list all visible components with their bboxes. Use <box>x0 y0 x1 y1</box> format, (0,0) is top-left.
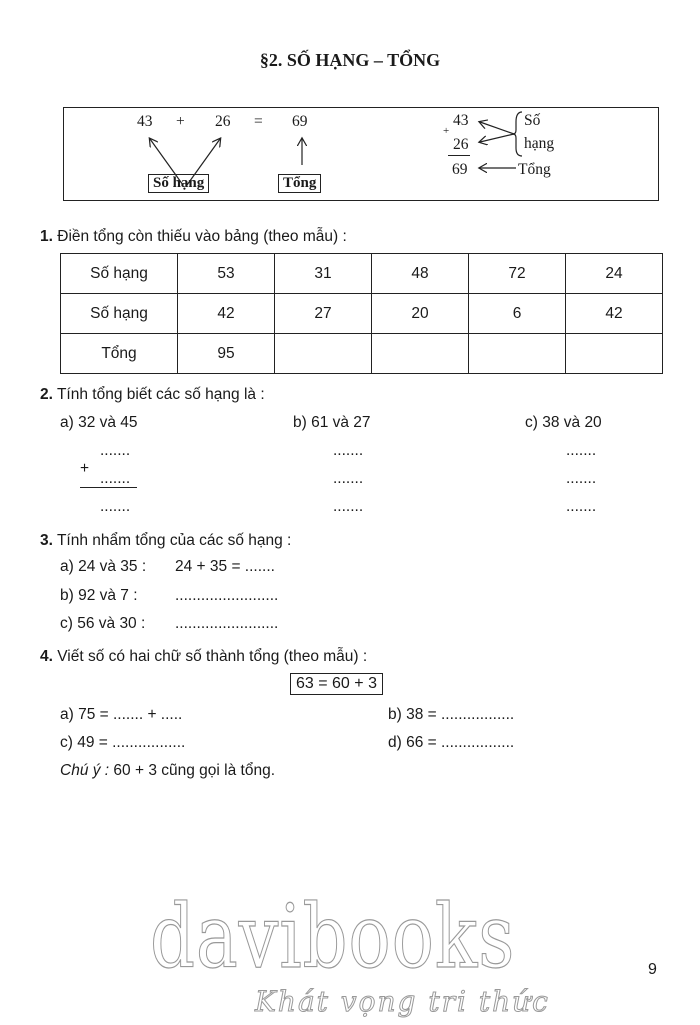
table-cell: 42 <box>178 294 275 334</box>
exercise-2-heading <box>40 386 265 404</box>
exercise-number: 3. <box>40 532 53 549</box>
answer-blank[interactable]: ....... <box>333 498 364 515</box>
brace-label-1: Số <box>524 112 541 129</box>
exercise-text: Tính tổng biết các số hạng là : <box>56 386 265 403</box>
item-d[interactable]: d) 66 = ................. <box>388 734 515 751</box>
row-header: Tổng <box>61 334 178 374</box>
column-plus: + <box>443 125 450 137</box>
row-header: Số hạng <box>61 254 178 294</box>
table-cell: 31 <box>275 254 372 294</box>
exercise-text: Viết số có hai chữ số thành tổng (theo mẫu) : <box>57 648 368 665</box>
column-arrows-icon <box>474 110 524 180</box>
sum-table <box>60 253 663 374</box>
table-cell: 53 <box>178 254 275 294</box>
answer-cell[interactable] <box>566 334 663 374</box>
table-row <box>61 294 663 334</box>
example-expression: 63 = 60 + 3 <box>290 673 383 695</box>
table-cell: 95 <box>178 334 275 374</box>
sum-line <box>448 155 470 156</box>
addend-label: Số hạng <box>148 174 209 193</box>
answer-blank[interactable]: ........................ <box>175 615 279 632</box>
column-sum: 69 <box>452 161 468 178</box>
brace-label-2: hạng <box>524 135 555 152</box>
answer-blank[interactable]: ....... <box>566 470 597 487</box>
exercise-text: Tính nhẩm tổng của các số hạng : <box>56 532 292 549</box>
table-cell: 24 <box>566 254 663 294</box>
addend-a: 43 <box>137 113 153 130</box>
page-title: §2. SỐ HẠNG – TỔNG <box>259 50 441 70</box>
column-a: 43 <box>453 112 469 129</box>
column-sum-label: Tổng <box>518 161 551 178</box>
table-row <box>61 254 663 294</box>
table-cell: 42 <box>566 294 663 334</box>
plus-sign: + <box>80 460 90 477</box>
item-b: b) 61 và 27 <box>293 414 371 431</box>
equals-sign: = <box>254 113 263 130</box>
page-number: 9 <box>648 961 657 978</box>
item-a: a) 32 và 45 <box>60 414 138 431</box>
sum-line <box>80 487 137 488</box>
answer-blank[interactable]: ........................ <box>175 587 279 604</box>
item-label: c) 56 và 30 : <box>60 615 146 632</box>
answer-cell[interactable] <box>469 334 566 374</box>
note-label: Chú ý : <box>60 762 110 779</box>
answer-cell[interactable] <box>372 334 469 374</box>
answer-blank[interactable]: ....... <box>333 470 364 487</box>
addend-b: 26 <box>215 113 231 130</box>
table-cell: 6 <box>469 294 566 334</box>
item-b[interactable]: b) 38 = ................. <box>388 706 515 723</box>
answer-blank[interactable]: ....... <box>333 442 364 459</box>
sum-label: Tổng <box>278 174 321 193</box>
watermark-slogan: Khát vọng tri thức <box>255 985 550 1018</box>
exercise-number: 1. <box>40 228 53 245</box>
answer-blank[interactable]: ....... <box>566 442 597 459</box>
answer-blank[interactable]: ....... <box>100 470 131 487</box>
answer-cell[interactable] <box>275 334 372 374</box>
watermark-brand: davibooks <box>150 885 516 988</box>
item-label: b) 92 và 7 : <box>60 587 138 604</box>
exercise-number: 2. <box>40 386 53 403</box>
table-cell: 72 <box>469 254 566 294</box>
table-row <box>61 334 663 374</box>
exercise-number: 4. <box>40 648 53 665</box>
item-label: a) 24 và 35 : <box>60 558 147 575</box>
answer-blank[interactable]: 24 + 35 = ....... <box>175 558 275 575</box>
answer-blank[interactable]: ....... <box>100 442 131 459</box>
table-cell: 27 <box>275 294 372 334</box>
note-text: 60 + 3 cũng gọi là tổng. <box>109 762 276 779</box>
table-cell: 48 <box>372 254 469 294</box>
exercise-1-heading <box>40 228 347 246</box>
plus-sign: + <box>176 113 185 130</box>
item-c[interactable]: c) 49 = ................. <box>60 734 186 751</box>
item-a[interactable]: a) 75 = ....... + ..... <box>60 706 183 723</box>
note <box>60 762 275 780</box>
column-b: 26 <box>453 136 469 153</box>
table-cell: 20 <box>372 294 469 334</box>
row-header: Số hạng <box>61 294 178 334</box>
item-c: c) 38 và 20 <box>525 414 602 431</box>
exercise-3-heading <box>40 532 291 550</box>
exercise-text: Điền tổng còn thiếu vào bảng (theo mẫu) : <box>57 228 347 245</box>
answer-blank[interactable]: ....... <box>100 498 131 515</box>
answer-blank[interactable]: ....... <box>566 498 597 515</box>
exercise-4-heading <box>40 648 367 666</box>
sum-value: 69 <box>292 113 308 130</box>
